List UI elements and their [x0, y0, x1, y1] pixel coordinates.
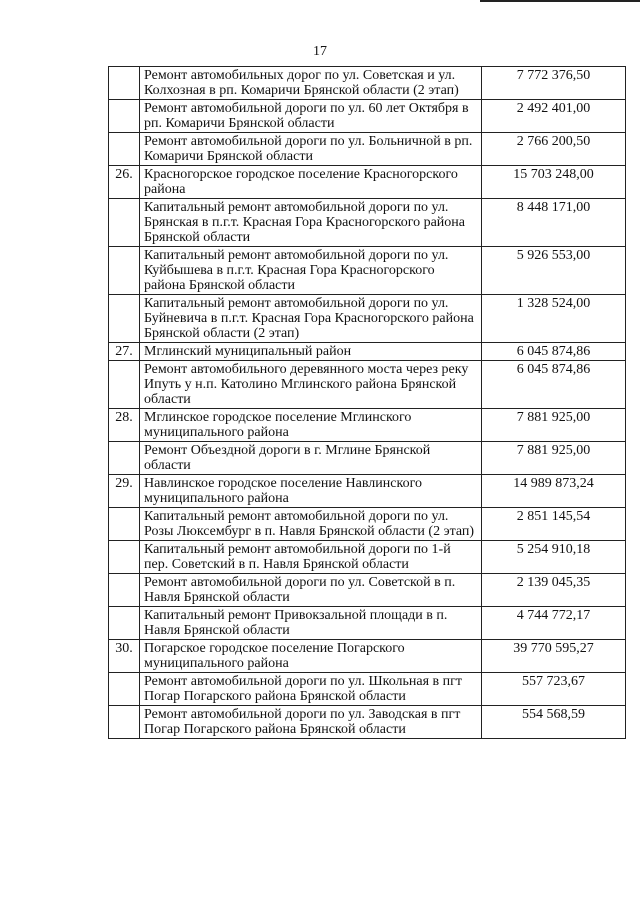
table-body — [109, 67, 626, 739]
row-number — [109, 442, 140, 475]
table-row — [109, 166, 626, 199]
row-amount: 2 139 045,35 — [482, 574, 626, 607]
row-number — [109, 361, 140, 409]
row-description: Ремонт автомобильной дороги по ул. Заводская в пгт Погар Погарского района Брянской области — [140, 706, 482, 739]
row-amount: 5 254 910,18 — [482, 541, 626, 574]
row-description: Ремонт автомобильной дороги по ул. Советской в п. Навля Брянской области — [140, 574, 482, 607]
row-description: Капитальный ремонт автомобильной дороги по ул. Розы Люксембург в п. Навля Брянской области (2 этап) — [140, 508, 482, 541]
row-amount: 1 328 524,00 — [482, 295, 626, 343]
row-description: Навлинское городское поселение Навлинского муниципального района — [140, 475, 482, 508]
page-number: 17 — [313, 44, 327, 59]
row-amount: 14 989 873,24 — [482, 475, 626, 508]
row-description: Мглинское городское поселение Мглинского муниципального района — [140, 409, 482, 442]
row-amount: 7 881 925,00 — [482, 409, 626, 442]
row-description: Мглинский муниципальный район — [140, 343, 482, 361]
row-description: Ремонт автомобильной дороги по ул. Школьная в пгт Погар Погарского района Брянской области — [140, 673, 482, 706]
row-number — [109, 508, 140, 541]
row-description: Капитальный ремонт автомобильной дороги по ул. Куйбышева в п.г.т. Красная Гора Красногорского района Брянской области — [140, 247, 482, 295]
table-row — [109, 475, 626, 508]
row-amount: 554 568,59 — [482, 706, 626, 739]
table-row — [109, 409, 626, 442]
table-row — [109, 607, 626, 640]
row-number — [109, 574, 140, 607]
row-amount: 39 770 595,27 — [482, 640, 626, 673]
table-row — [109, 100, 626, 133]
row-number — [109, 607, 140, 640]
table-row — [109, 361, 626, 409]
table-row — [109, 706, 626, 739]
table-row — [109, 640, 626, 673]
row-description: Ремонт Объездной дороги в г. Мглине Брянской области — [140, 442, 482, 475]
table-row — [109, 133, 626, 166]
row-amount: 15 703 248,00 — [482, 166, 626, 199]
table-row — [109, 199, 626, 247]
row-amount: 5 926 553,00 — [482, 247, 626, 295]
row-number — [109, 295, 140, 343]
table-row — [109, 67, 626, 100]
row-description: Капитальный ремонт автомобильной дороги по 1-й пер. Советский в п. Навля Брянской области — [140, 541, 482, 574]
row-amount: 7 881 925,00 — [482, 442, 626, 475]
row-description: Капитальный ремонт автомобильной дороги по ул. Брянская в п.г.т. Красная Гора Красногорского района Брянской области — [140, 199, 482, 247]
row-number — [109, 67, 140, 100]
row-description: Ремонт автомобильной дороги по ул. 60 лет Октября в рп. Комаричи Брянской области — [140, 100, 482, 133]
table-row — [109, 541, 626, 574]
row-number — [109, 133, 140, 166]
table-row — [109, 343, 626, 361]
row-number: 28. — [109, 409, 140, 442]
row-number — [109, 100, 140, 133]
table-row — [109, 673, 626, 706]
row-number — [109, 247, 140, 295]
row-number: 27. — [109, 343, 140, 361]
row-description: Ремонт автомобильного деревянного моста через реку Ипуть у н.п. Католино Мглинского района Брянской области — [140, 361, 482, 409]
road-repair-table — [108, 66, 626, 739]
table-row — [109, 574, 626, 607]
top-edge-mark — [480, 0, 640, 2]
row-amount: 6 045 874,86 — [482, 343, 626, 361]
row-description: Красногорское городское поселение Красногорского района — [140, 166, 482, 199]
row-amount: 8 448 171,00 — [482, 199, 626, 247]
row-number — [109, 541, 140, 574]
table-row — [109, 247, 626, 295]
row-amount: 7 772 376,50 — [482, 67, 626, 100]
row-number: 26. — [109, 166, 140, 199]
row-description: Капитальный ремонт автомобильной дороги по ул. Буйневича в п.г.т. Красная Гора Красногорского района Брянской области (2 этап) — [140, 295, 482, 343]
row-number — [109, 706, 140, 739]
row-description: Ремонт автомобильных дорог по ул. Советская и ул. Колхозная в рп. Комаричи Брянской области (2 этап) — [140, 67, 482, 100]
row-amount: 4 744 772,17 — [482, 607, 626, 640]
row-number — [109, 673, 140, 706]
row-description: Ремонт автомобильной дороги по ул. Больничной в рп. Комаричи Брянской области — [140, 133, 482, 166]
row-number — [109, 199, 140, 247]
row-description: Погарское городское поселение Погарского муниципального района — [140, 640, 482, 673]
row-description: Капитальный ремонт Привокзальной площади в п. Навля Брянской области — [140, 607, 482, 640]
row-amount: 557 723,67 — [482, 673, 626, 706]
row-amount: 2 492 401,00 — [482, 100, 626, 133]
table-row — [109, 508, 626, 541]
row-number: 29. — [109, 475, 140, 508]
row-number: 30. — [109, 640, 140, 673]
row-amount: 2 766 200,50 — [482, 133, 626, 166]
row-amount: 2 851 145,54 — [482, 508, 626, 541]
row-amount: 6 045 874,86 — [482, 361, 626, 409]
table-row — [109, 442, 626, 475]
table-row — [109, 295, 626, 343]
